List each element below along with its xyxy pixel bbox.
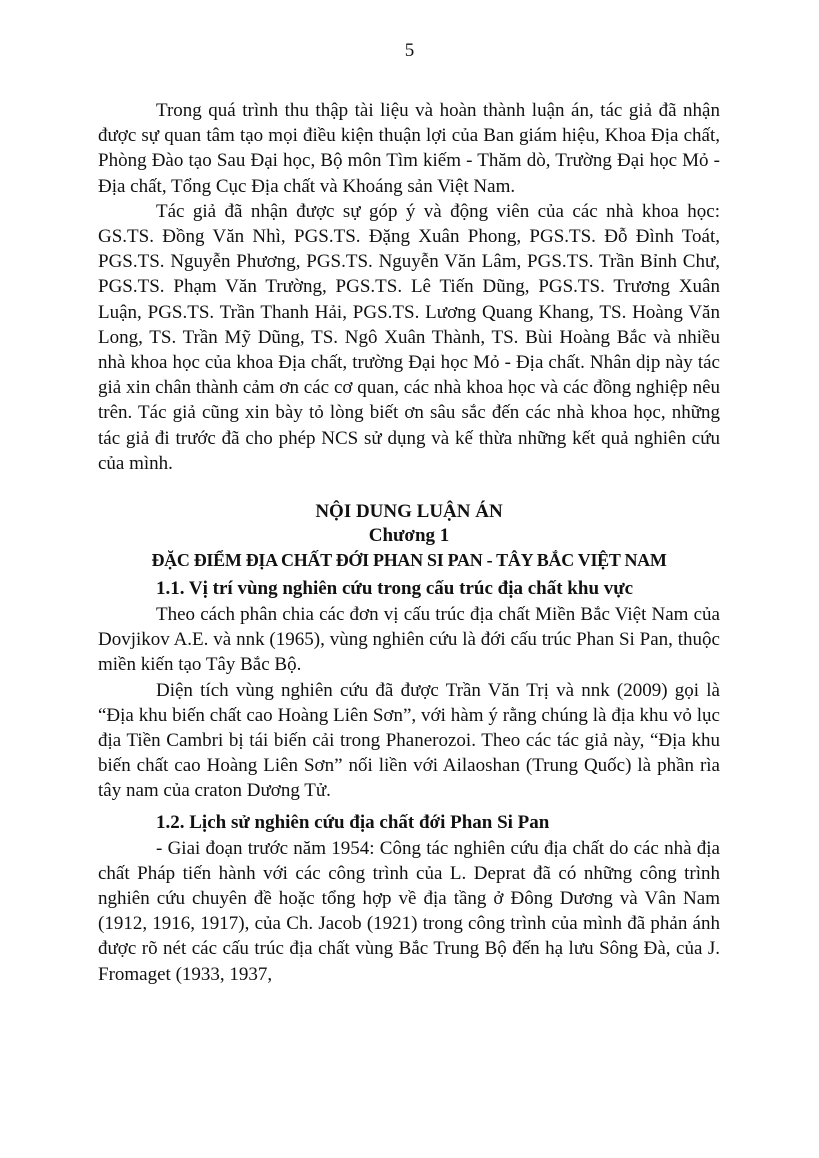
main-heading: NỘI DUNG LUẬN ÁN [315, 501, 503, 523]
intro-paragraph-2: Tác giả đã nhận được sự góp ý và động viên của các nhà khoa học: GS.TS. Đồng Văn Nhì, PGS.TS. Đặng Xuân Phong, PGS.TS. Đỗ Đình Toát, PGS.TS. Nguyễn Phương, PGS.TS. Nguyễn Văn Lâm, PGS.TS. Trần Bỉnh Chư, PGS.TS. Phạm Văn Trường, PGS.TS. Lê Tiến Dũng, PGS.TS. Trương Xuân Luận, PGS.TS. Trần Thanh Hải, PGS.TS. Lương Quang Khang, TS. Hoàng Văn Long, TS. Trần Mỹ Dũng, TS. Ngô Xuân Thành, TS. Bùi Hoàng Bắc và nhiều nhà khoa học của khoa Địa chất, trường Đại học Mỏ - Địa chất. Nhân dịp này tác giả xin chân thành cảm ơn các cơ quan, các nhà khoa học và các đồng nghiệp nêu trên. Tác giả cũng xin bày tỏ lòng biết ơn sâu sắc đến các nhà khoa học, những tác giả đi trước đã cho phép NCS sử dụng và kế thừa những kết quả nghiên cứu của mình. [98, 200, 720, 474]
chapter-heading-block [98, 500, 720, 572]
section-1-1-paragraph-2: Diện tích vùng nghiên cứu đã được Trần Văn Trị và nnk (2009) gọi là “Địa khu biến chất cao Hoàng Liên Sơn”, với hàm ý rằng chúng là địa khu vỏ lục địa Tiền Cambri bị tái biến cải trong Phanerozoi. Theo các tác giả này, “Địa khu biến chất cao Hoàng Liên Sơn” nối liền với Ailaoshan (Trung Quốc) là phần rìa tây nam của craton Dương Tử. [98, 679, 720, 802]
intro-paragraph-1: Trong quá trình thu thập tài liệu và hoàn thành luận án, tác giả đã nhận được sự quan tâm tạo mọi điều kiện thuận lợi của Ban giám hiệu, Khoa Địa chất, Phòng Đào tạo Sau Đại học, Bộ môn Tìm kiếm - Thăm dò, Trường Đại học Mỏ - Địa chất, Tổng Cục Địa chất và Khoáng sản Việt Nam. [98, 100, 720, 197]
section-1-2-heading: 1.2. Lịch sử nghiên cứu địa chất đới Phan Si Pan [156, 811, 550, 833]
page-body [98, 98, 720, 987]
chapter-label: Chương 1 [368, 525, 450, 547]
chapter-title: ĐẶC ĐIỂM ĐỊA CHẤT ĐỚI PHAN SI PAN - TÂY BẮC VIỆT NAM [151, 550, 667, 571]
section-1-2-paragraph-1: - Giai đoạn trước năm 1954: Công tác nghiên cứu địa chất do các nhà địa chất Pháp tiến hành với các công trình của L. Deprat đã có những công trình nghiên cứu chuyên đề hoặc tổng hợp về địa tầng ở Đông Dương và Vân Nam (1912, 1916, 1917), của Ch. Jacob (1921) trong công trình của mình đã phản ánh được rõ nét các cấu trúc địa chất vùng Bắc Trung Bộ đến hạ lưu Sông Đà, của J. Fromaget (1933, 1937, [98, 837, 720, 985]
section-1-1-paragraph-1: Theo cách phân chia các đơn vị cấu trúc địa chất Miền Bắc Việt Nam của Dovjikov A.E. và nnk (1965), vùng nghiên cứu là đới cấu trúc Phan Si Pan, thuộc miền kiến tạo Tây Bắc Bộ. [98, 604, 720, 676]
section-1-1-heading: 1.1. Vị trí vùng nghiên cứu trong cấu trúc địa chất khu vực [156, 578, 634, 600]
page-number: 5 [404, 40, 415, 61]
